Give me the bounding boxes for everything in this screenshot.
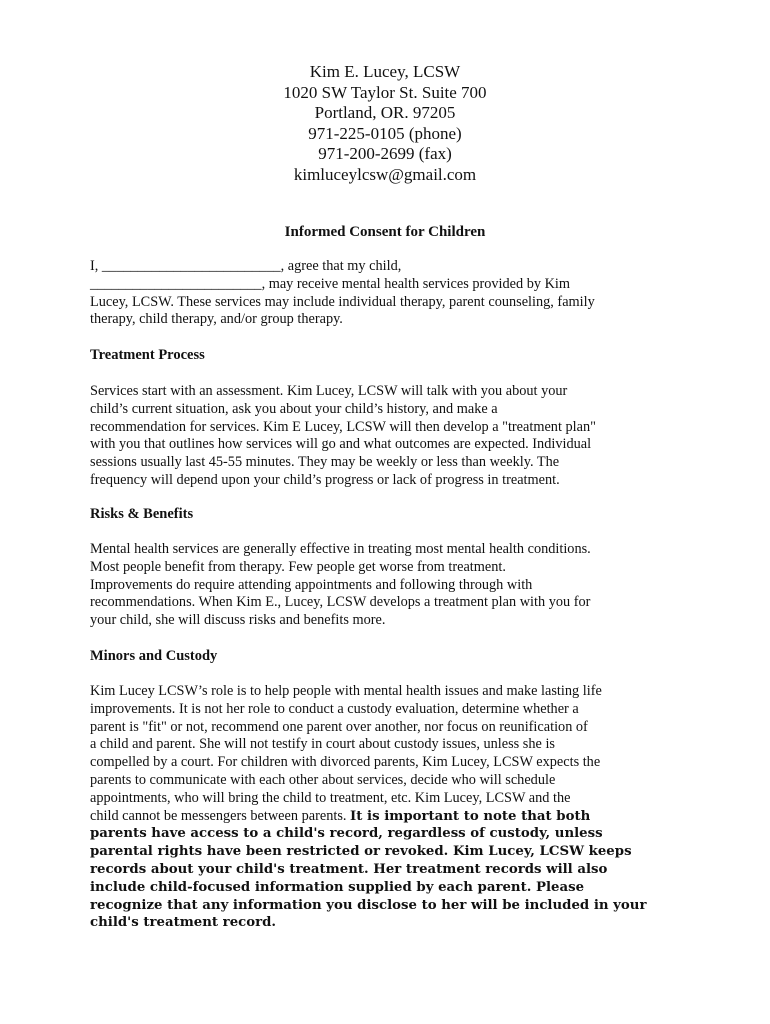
risks-line: Mental health services are generally effective in treating most mental health conditions.: [90, 541, 591, 557]
risks-heading: Risks & Benefits: [90, 506, 194, 522]
treatment-line: Services start with an assessment. Kim Lucey, LCSW will talk with you about your: [90, 383, 568, 399]
minors-line: a child and parent. She will not testify in court about custody issues, unless she is: [90, 736, 555, 753]
minors-mixed-line: [90, 808, 690, 826]
minors-line: compelled by a court. For children with divorced parents, Kim Lucey, LCSW expects the: [90, 754, 601, 771]
minors-bold-line: recognize that any information you disclose to her will be included in your: [90, 897, 647, 913]
minors-heading: Minors and Custody: [90, 648, 218, 664]
risks-line: Most people benefit from therapy. Few people get worse from treatment.: [90, 558, 506, 575]
minors-line: Kim Lucey LCSW’s role is to help people with mental health issues and make lasting life: [90, 683, 602, 699]
treatment-line: recommendation for services. Kim E Lucey, LCSW will then develop a "treatment plan": [90, 418, 596, 435]
minors-line-bold-part: It is important to note that both: [350, 808, 591, 824]
minors-bold-line: include child-focused information supplied by each parent. Please: [90, 879, 585, 895]
letterhead: [0, 62, 770, 186]
document-title: Informed Consent for Children: [284, 224, 486, 240]
minors-line: parents to communicate with each other about services, decide who will schedule: [90, 771, 556, 788]
minors-line: improvements. It is not her role to conduct a custody evaluation, determine whether a: [90, 700, 579, 717]
treatment-paragraph: [90, 383, 690, 490]
provider-name: Kim E. Lucey, LCSW: [309, 62, 461, 81]
minors-line-normal-part: child cannot be messengers between parents.: [90, 807, 351, 824]
phone-number: 971-225-0105 (phone): [308, 123, 462, 143]
minors-bold-line: records about your child's treatment. Her treatment records will also: [90, 861, 608, 877]
intro-line: ________________________, may receive mental health services provided by Kim: [90, 275, 571, 292]
intro-paragraph: [90, 258, 690, 329]
minors-bold-line: child's treatment record.: [90, 915, 277, 931]
risks-line: recommendations. When Kim E., Lucey, LCSW develops a treatment plan with you for: [90, 594, 591, 611]
treatment-line: child’s current situation, ask you about your child’s history, and make a: [90, 400, 498, 417]
address-line-1: 1020 SW Taylor St. Suite 700: [283, 82, 487, 102]
treatment-line: frequency will depend upon your child’s progress or lack of progress in treatment.: [90, 471, 560, 488]
treatment-line: sessions usually last 45-55 minutes. They may be weekly or less than weekly. The: [90, 454, 560, 471]
risks-line: Improvements do require attending appointments and following through with: [90, 576, 533, 593]
email-address: kimluceylcsw@gmail.com: [293, 164, 477, 184]
minors-line: appointments, who will bring the child to treatment, etc. Kim Lucey, LCSW and the: [90, 789, 571, 806]
minors-line: parent is "fit" or not, recommend one parent over another, nor focus on reunification of: [90, 718, 588, 735]
address-line-2: Portland, OR. 97205: [314, 103, 456, 123]
intro-line: I, _________________________, agree that my child,: [90, 258, 402, 274]
treatment-heading: Treatment Process: [90, 347, 205, 363]
fax-number: 971-200-2699 (fax): [318, 144, 452, 164]
treatment-line: with you that outlines how services will go and what outcomes are expected. Individual: [90, 436, 592, 453]
minors-bold-line: parental rights have been restricted or revoked. Kim Lucey, LCSW keeps: [90, 844, 632, 860]
minors-bold-line: parents have access to a child's record, regardless of custody, unless: [90, 826, 603, 842]
risks-paragraph: [90, 541, 690, 630]
risks-line: your child, she will discuss risks and benefits more.: [90, 612, 386, 629]
intro-line: Lucey, LCSW. These services may include individual therapy, parent counseling, family: [90, 293, 595, 310]
intro-line: therapy, child therapy, and/or group therapy.: [90, 311, 343, 328]
minors-paragraph: [90, 683, 690, 932]
